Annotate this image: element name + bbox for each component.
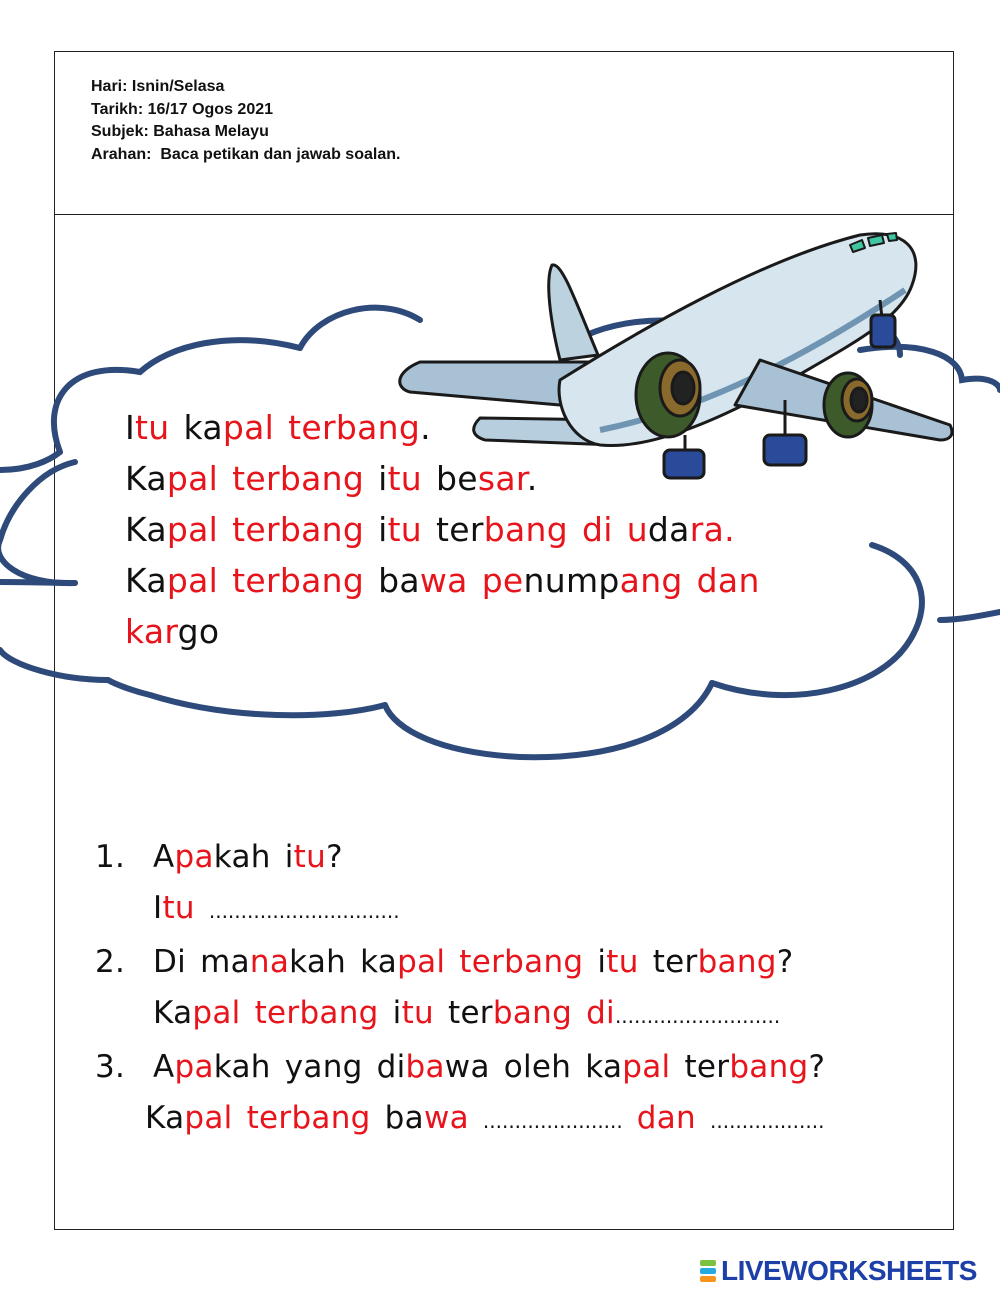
syllable: A: [153, 1049, 175, 1085]
syllable: ter: [436, 510, 484, 549]
word: [653, 944, 794, 980]
syllable: di: [376, 1049, 406, 1085]
word: [385, 1100, 469, 1136]
word: [184, 408, 275, 447]
question-line: [95, 832, 825, 883]
word: [209, 890, 400, 926]
red-syllable: bang: [729, 1049, 809, 1085]
red-syllable: pal: [166, 561, 219, 600]
word: [378, 561, 468, 600]
red-syllable: terbang: [246, 1100, 371, 1136]
word: [483, 1100, 623, 1136]
syllable: kah: [289, 944, 347, 980]
word: [378, 459, 422, 498]
red-syllable: pal: [192, 995, 241, 1031]
word: [153, 1049, 271, 1085]
story-passage: [125, 402, 760, 657]
header-hari: Hari: Isnin/Selasa: [91, 78, 225, 95]
syllable: go: [177, 612, 220, 651]
word: [448, 995, 572, 1031]
word: [585, 1049, 670, 1085]
word: [285, 1049, 363, 1085]
syllable: ter: [652, 944, 698, 980]
logo-text: LIVEWORKSHEETS: [721, 1255, 977, 1286]
syllable: ?: [776, 944, 794, 980]
red-syllable: wa: [423, 1100, 469, 1136]
word: [125, 459, 218, 498]
syllable: i: [597, 944, 607, 980]
story-line: [125, 555, 760, 606]
word: [285, 839, 343, 875]
red-syllable: u: [626, 510, 648, 549]
word: [153, 890, 195, 926]
word: [153, 944, 186, 980]
red-syllable: na: [249, 944, 290, 980]
word: [393, 995, 434, 1031]
word: [125, 408, 170, 447]
red-syllable: kar: [125, 612, 178, 651]
red-syllable: di: [586, 995, 615, 1031]
word: [684, 1049, 825, 1085]
syllable: ter: [684, 1049, 730, 1085]
syllable: .: [420, 408, 431, 447]
word: [145, 1100, 233, 1136]
red-syllable: terbang: [232, 561, 365, 600]
word: [582, 510, 613, 549]
word: [153, 839, 271, 875]
story-line: [125, 453, 760, 504]
syllable: ..............................: [208, 899, 400, 923]
answer-line[interactable]: [95, 988, 825, 1042]
question-line: [95, 937, 825, 988]
syllable: ?: [326, 839, 343, 875]
red-syllable: pe: [481, 561, 524, 600]
syllable: ..........................: [614, 1004, 781, 1028]
red-syllable: wa: [419, 561, 468, 600]
red-syllable: pal: [222, 408, 275, 447]
story-line: [125, 504, 760, 555]
word: [360, 944, 445, 980]
story-line: [125, 606, 760, 657]
word: [459, 944, 583, 980]
word: [255, 995, 379, 1031]
red-syllable: tu: [401, 995, 434, 1031]
syllable: ......................: [482, 1109, 623, 1133]
red-syllable: bang: [483, 510, 568, 549]
syllable: Ka: [145, 1100, 185, 1136]
word: [125, 561, 218, 600]
syllable: wa: [444, 1049, 490, 1085]
question-number: 2.: [95, 944, 126, 980]
red-syllable: tu: [135, 408, 170, 447]
red-syllable: sar: [477, 459, 527, 498]
syllable: ..................: [710, 1109, 825, 1133]
answer-line[interactable]: [95, 1093, 825, 1147]
syllable: ?: [808, 1049, 826, 1085]
question-number: 1.: [95, 839, 126, 875]
word: [597, 944, 638, 980]
red-syllable: pal: [166, 510, 219, 549]
syllable: ter: [447, 995, 493, 1031]
red-syllable: pa: [174, 839, 214, 875]
red-syllable: terbang: [232, 459, 365, 498]
question-number: 3.: [95, 1049, 126, 1085]
syllable: Ka: [153, 995, 193, 1031]
red-syllable: terbang: [459, 944, 584, 980]
red-syllable: pal: [397, 944, 446, 980]
red-syllable: bang: [697, 944, 777, 980]
syllable: ma: [200, 944, 250, 980]
syllable: I: [153, 890, 163, 926]
word: [436, 459, 538, 498]
story-line: [125, 402, 760, 453]
liveworksheets-logo: [700, 1256, 977, 1286]
word: [586, 995, 780, 1031]
syllable: nump: [523, 561, 620, 600]
syllable: ba: [378, 561, 420, 600]
syllable: ka: [585, 1049, 623, 1085]
red-syllable: pal: [166, 459, 219, 498]
word: [436, 510, 568, 549]
word: [153, 995, 241, 1031]
word: [288, 408, 431, 447]
syllable: oleh: [503, 1049, 572, 1085]
red-syllable: pal: [622, 1049, 671, 1085]
word: [504, 1049, 572, 1085]
word: [710, 1100, 824, 1136]
word: [125, 612, 219, 651]
syllable: i: [378, 510, 388, 549]
red-syllable: di: [581, 510, 613, 549]
word: [637, 1100, 696, 1136]
word: [697, 561, 760, 600]
syllable: i: [378, 459, 388, 498]
questions-section: [95, 832, 825, 1147]
syllable: i: [284, 839, 294, 875]
syllable: I: [125, 408, 136, 447]
question-line: [95, 1042, 825, 1093]
syllable: Ka: [125, 459, 167, 498]
red-syllable: ra.: [689, 510, 735, 549]
red-syllable: ba: [405, 1049, 445, 1085]
red-syllable: tu: [293, 839, 327, 875]
red-syllable: terbang: [288, 408, 421, 447]
liveworksheets-logo-icon: [700, 1259, 716, 1283]
syllable: i: [392, 995, 402, 1031]
word: [627, 510, 735, 549]
red-syllable: tu: [162, 890, 195, 926]
syllable: Ka: [125, 510, 167, 549]
header-arahan: Arahan: Baca petikan dan jawab soalan.: [91, 145, 401, 163]
word: [377, 1049, 490, 1085]
syllable: A: [153, 839, 175, 875]
answer-line[interactable]: [95, 883, 825, 937]
word: [482, 561, 683, 600]
syllable: kah: [213, 839, 271, 875]
word: [232, 459, 364, 498]
syllable: ka: [360, 944, 398, 980]
red-syllable: tu: [387, 510, 423, 549]
word: [232, 510, 364, 549]
red-syllable: dan: [636, 1100, 696, 1136]
syllable: be: [436, 459, 478, 498]
red-syllable: tu: [387, 459, 423, 498]
word: [232, 561, 364, 600]
red-syllable: bang: [492, 995, 573, 1031]
syllable: ka: [183, 408, 223, 447]
syllable: yang: [284, 1049, 363, 1085]
syllable: Ka: [125, 561, 167, 600]
red-syllable: terbang: [254, 995, 379, 1031]
header-tarikh: Tarikh: 16/17 Ogos 2021: [91, 100, 274, 118]
red-syllable: tu: [606, 944, 639, 980]
red-syllable: ang: [619, 561, 683, 600]
syllable: .: [526, 459, 538, 498]
word: [200, 944, 346, 980]
red-syllable: dan: [696, 561, 760, 600]
syllable: Di: [153, 944, 187, 980]
syllable: ba: [384, 1100, 424, 1136]
red-syllable: terbang: [232, 510, 365, 549]
red-syllable: pa: [174, 1049, 214, 1085]
red-syllable: pal: [184, 1100, 233, 1136]
word: [378, 510, 422, 549]
header-subjek: Subjek: Bahasa Melayu: [91, 123, 269, 140]
word: [125, 510, 218, 549]
word: [247, 1100, 371, 1136]
syllable: da: [647, 510, 690, 549]
syllable: kah: [213, 1049, 271, 1085]
